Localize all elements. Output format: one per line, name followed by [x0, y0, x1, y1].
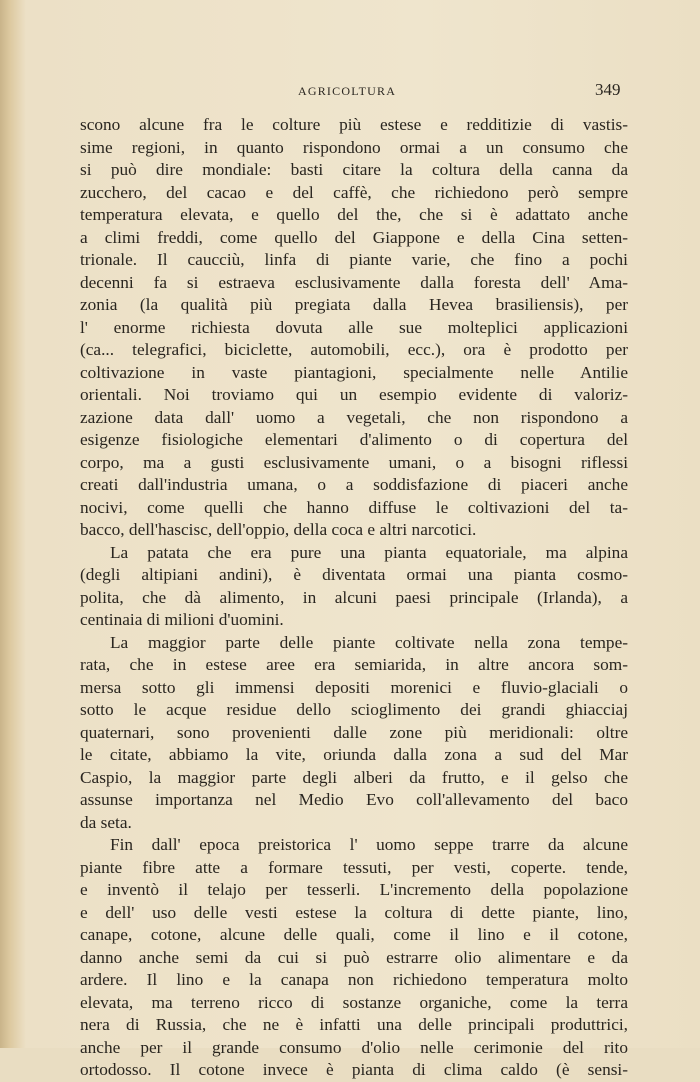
body-text: [80, 114, 628, 1082]
text-line: trionale. Il caucciù, linfa di piante varie, che fino a pochi: [80, 250, 628, 269]
text-line: temperatura elevata, e quello del the, che si è adattato anche: [80, 205, 628, 224]
text-line: zazione data dall' uomo a vegetali, che non rispondono a: [80, 407, 628, 427]
text-line: decenni fa si estraeva esclusivamente dalla foresta dell' Ama-: [80, 272, 628, 292]
text-line: scono alcune fra le colture più estese e redditizie di vastis-: [80, 115, 628, 134]
text-line: e dell' uso delle vesti estese la coltura di dette piante, lino,: [80, 902, 628, 922]
text-line: (degli altipiani andini), è diventata ormai una pianta cosmo-: [80, 565, 628, 584]
text-line: da seta.: [80, 812, 132, 832]
text-line: zonia (la qualità più pregiata dalla Hevea brasiliensis), per: [80, 295, 628, 314]
text-line: polita, che dà alimento, in alcuni paesi principale (Irlanda), a: [80, 587, 628, 607]
page-number: 349: [595, 80, 621, 99]
text-line: sotto le acque residue dello scioglimento dei grandi ghiacciaj: [80, 700, 628, 719]
text-line: elevata, ma terreno ricco di sostanze organiche, come la terra: [80, 992, 628, 1012]
text-line: quaternari, sono provenienti dalle zone più meridionali: oltre: [80, 722, 628, 742]
text-line: esigenze fisiologiche elementari d'alimento o di copertura del: [80, 430, 628, 449]
text-line: orientali. Noi troviamo qui un esempio evidente di valoriz-: [80, 385, 628, 404]
text-line: creati dall'industria umana, o a soddisfazione di piaceri anche: [80, 475, 628, 494]
text-line: anche per il grande consumo d'olio nelle cerimonie del rito: [80, 1037, 628, 1057]
text-line: canape, cotone, alcune delle quali, come il lino e il cotone,: [80, 925, 628, 944]
text-line: bacco, dell'hascisc, dell'oppio, della coca e altri narcotici.: [80, 520, 477, 539]
text-line: (ca... telegrafici, biciclette, automobili, ecc.), ora è prodotto per: [80, 340, 628, 359]
page-header: [0, 80, 700, 104]
text-line: l' enorme richiesta dovuta alle sue molteplici applicazioni: [80, 317, 628, 337]
text-line: ardere. Il lino e la canapa non richiedono temperatura molto: [80, 970, 628, 989]
text-line: le citate, abbiamo la vite, oriunda dalla zona a sud del Mar: [80, 745, 628, 764]
text-line: rata, che in estese aree era semiarida, in altre ancora som-: [80, 655, 628, 674]
running-title: AGRICOLTURA: [298, 84, 397, 98]
text-line: nocivi, come quelli che hanno diffuse le coltivazioni del ta-: [80, 497, 628, 517]
text-line: corpo, ma a gusti esclusivamente umani, o a bisogni riflessi: [80, 452, 628, 472]
text-line: La patata che era pure una pianta equatoriale, ma alpina: [110, 542, 628, 562]
text-line: zucchero, del cacao e del caffè, che richiedono però sempre: [80, 182, 628, 202]
text-line: Fin dall' epoca preistorica l' uomo seppe trarre da alcune: [110, 835, 628, 854]
text-line: coltivazione in vaste piantagioni, specialmente nelle Antilie: [80, 362, 628, 382]
text-line: centinaia di milioni d'uomini.: [80, 610, 284, 629]
text-line: nera di Russia, che ne è infatti una delle principali produttrici,: [80, 1015, 628, 1034]
text-line: sime regioni, in quanto rispondono ormai a un consumo che: [80, 137, 628, 157]
text-line: Caspio, la maggior parte degli alberi da frutto, e il gelso che: [80, 767, 628, 787]
text-line: ortodosso. Il cotone invece è pianta di clima caldo (è sensi-: [80, 1060, 628, 1079]
text-line: assunse importanza nel Medio Evo coll'allevamento del baco: [80, 790, 628, 809]
text-line: e inventò il telajo per tesserli. L'incremento della popolazione: [80, 880, 628, 899]
text-line: mersa sotto gli immensi depositi morenici e fluvio-glaciali o: [80, 677, 628, 697]
text-line: La maggior parte delle piante coltivate nella zona tempe-: [110, 632, 628, 652]
text-line: piante fibre atte a formare tessuti, per vesti, coperte. tende,: [80, 857, 628, 877]
text-line: si può dire mondiale: basti citare la coltura della canna da: [80, 160, 628, 179]
text-line: a climi freddi, come quello del Giappone e della Cina setten-: [80, 227, 628, 247]
text-line: danno anche semi da cui si può estrarre olio alimentare e da: [80, 947, 628, 967]
